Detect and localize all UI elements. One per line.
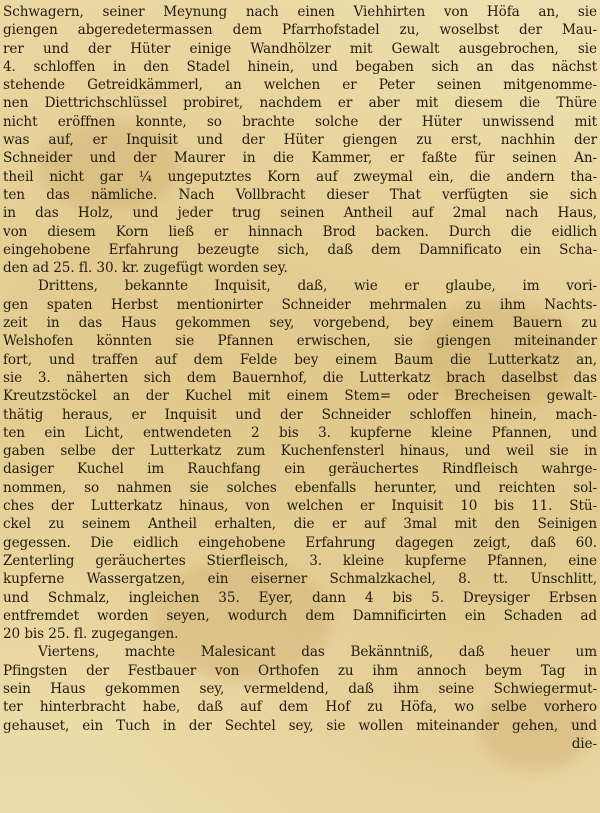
text-line: thätig heraus, er Inquisit und der Schneider schloffen hinein, mach- [3, 406, 597, 423]
text-line: ter hinterbracht habe, daß auf dem Hof zu Höfa, wo selbe vorhero [3, 699, 597, 716]
text-line: rer und der Hüter einige Wandhölzer mit Gewalt ausgebrochen, sie [3, 40, 597, 57]
text-line: von diesem Korn ließ er hinnach Brod backen. Durch die eidlich [3, 223, 597, 240]
text-line: gen spaten Herbst mentionirter Schneider mehrmalen zu ihm Nachts- [3, 296, 597, 313]
text-line: nen Diettrichschlüssel probiret, nachdem er aber mit diesem die Thüre [3, 95, 597, 112]
text-line: stehende Getreidkämmerl, an welchen er Peter seinen mitgenomme- [3, 77, 597, 94]
body-text [0, 3, 600, 753]
text-line: nommen, so nahmen sie solches ebenfalls herunter, und reichten sol- [3, 479, 597, 496]
text-line: gaben selbe der Lutterkatz zum Kuchenfensterl hinaus, und weil sie in [3, 443, 597, 460]
text-line: Zenterling geräuchertes Stierfleisch, 3. kleine kupferne Pfannen, eine [3, 552, 597, 569]
text-line: gegessen. Die eidlich eingehobene Erfahrung dagegen zeigt, daß 60. [3, 534, 597, 551]
text-line: gehauset, ein Tuch in der Sechtel sey, sie wollen miteinander gehen, und [3, 717, 597, 734]
paragraph-end-line: 20 bis 25. fl. zugegangen. [3, 626, 179, 643]
text-line: sie 3. näherten sich dem Bauernhof, die Lutterkatz brach daselbst das [3, 369, 597, 386]
text-line: ten das nämliche. Nach Vollbracht dieser That verfügten sie sich [3, 186, 597, 203]
text-line: kupferne Wassergatzen, ein eiserner Schmalzkachel, 8. tt. Unschlitt, [3, 571, 597, 588]
text-line: entfremdet worden seyen, wodurch dem Damnificirten ein Schaden ad [3, 607, 597, 624]
text-line: nicht eröffnen konnte, so brachte solche der Hüter unwissend mit [3, 113, 597, 130]
text-line: eingehobene Erfahrung bezeugte sich, daß dem Damnificato ein Scha- [3, 241, 597, 258]
text-line: und Schmalz, ingleichen 35. Eyer, dann 4 bis 5. Dreysiger Erbsen [3, 589, 597, 606]
text-line: Pfingsten der Festbauer von Orthofen zu ihm annoch beym Tag in [3, 662, 597, 679]
paragraph-end-line: den ad 25. fl. 30. kr. zugefügt worden sey. [3, 260, 288, 277]
text-line: ches der Lutterkatz hinaus, von welchen er Inquisit 10 bis 11. Stü- [3, 498, 597, 515]
text-line: zeit in das Haus gekommen sey, vorgebend, bey einem Bauern zu [3, 315, 597, 332]
text-line: ten ein Licht, entwendeten 2 bis 3. kupferne kleine Pfannen, und [3, 424, 597, 441]
text-line: dasiger Kuchel im Rauchfang ein geräuchertes Rindfleisch wahrge- [3, 461, 597, 478]
text-line: sein Haus gekommen sey, vermeldend, daß ihm seine Schwiegermut- [3, 680, 597, 697]
text-line: Kreutzstöckel an der Kuchel mit einem Stem= oder Brecheisen gewalt- [3, 388, 597, 405]
text-line: was auf, er Inquisit und der Hüter giengen zu erst, nachhin der [3, 132, 597, 149]
paragraph-start-line: Drittens, bekannte Inquisit, daß, wie er glaube, im vori- [38, 278, 597, 295]
text-line: theil nicht gar ¼ ungeputztes Korn auf zweymal ein, die andern tha- [3, 168, 597, 185]
text-line: Welshofen könnten sie Pfannen erwischen, sie giengen miteinander [3, 333, 597, 350]
catchword-line: die- [571, 735, 597, 752]
text-line: 4. schloffen in den Stadel hinein, und begaben sich an das nächst [3, 58, 597, 75]
text-line: fort, und traffen auf dem Felde bey einem Baum die Lutterkatz an, [3, 351, 597, 368]
text-line: ckel zu seinem Antheil erhalten, die er auf 3mal mit den Seinigen [3, 516, 597, 533]
text-line: giengen abgeredetermassen dem Pfarrhofstadel zu, woselbst der Mau- [3, 22, 597, 39]
text-line: in das Holz, und jeder trug seinen Antheil auf 2mal nach Haus, [3, 205, 597, 222]
text-line: Schneider und der Maurer in die Kammer, er faßte für seinen An- [3, 150, 597, 167]
paragraph-start-line: Viertens, machte Malesicant das Bekänntniß, daß heuer um [38, 644, 597, 661]
text-line: Schwagern, seiner Meynung nach einen Viehhirten von Höfa an, sie [3, 4, 597, 20]
